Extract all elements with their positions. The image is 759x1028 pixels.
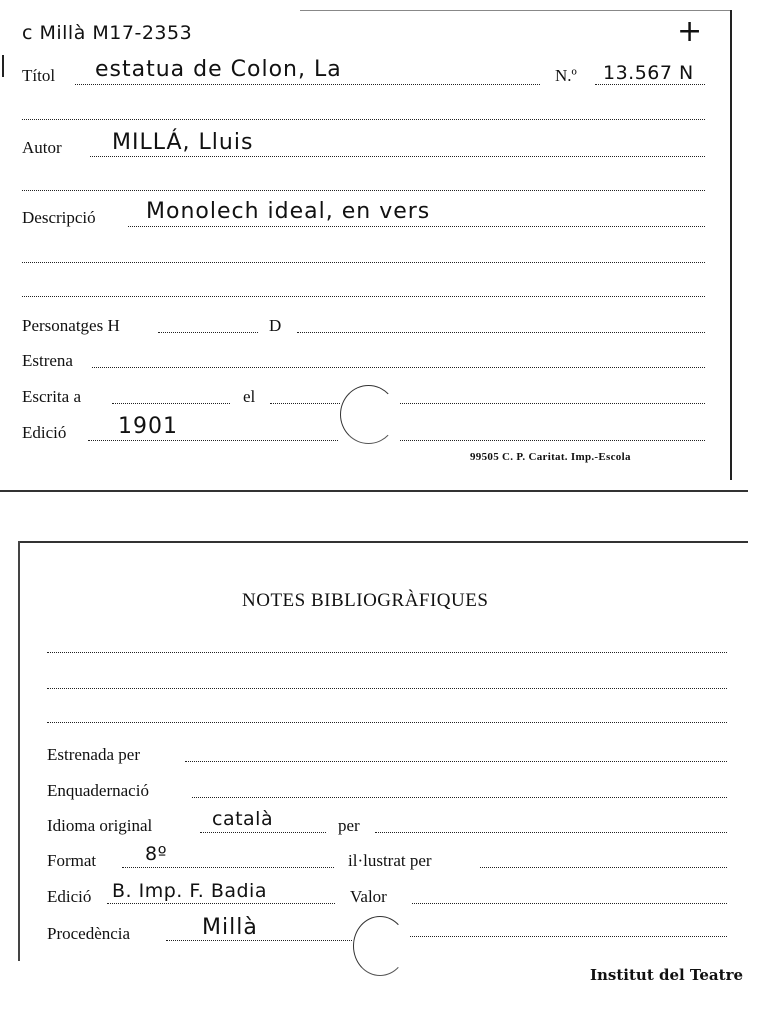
idioma-value: català — [212, 808, 274, 830]
edicio2-value: B. Imp. F. Badia — [112, 880, 267, 902]
stamp-mark — [340, 385, 397, 444]
personatges-label: Personatges H — [22, 316, 120, 335]
card2-left-border — [18, 541, 20, 961]
enquadernacio-label: Enquadernació — [47, 781, 149, 800]
escrita-el-label: el — [243, 387, 256, 406]
estrenada-label: Estrenada per — [47, 745, 140, 764]
enquadernacio-dots — [192, 797, 727, 798]
personatges-d-label: D — [269, 316, 282, 335]
procedencia-dots — [166, 940, 352, 941]
edicio-dots — [88, 440, 338, 441]
autor-label: Autor — [22, 138, 62, 157]
personatges-d-dots — [297, 332, 705, 333]
escrita-label: Escrita a — [22, 387, 81, 406]
format-il-label: il·lustrat per — [348, 851, 432, 870]
idioma-label: Idioma original — [47, 816, 153, 835]
card1-left-tick — [2, 55, 4, 77]
titol-label: Títol — [22, 66, 56, 85]
edicio-value: 1901 — [118, 414, 178, 439]
estrena-label: Estrena — [22, 351, 73, 370]
card1-right-border — [730, 10, 732, 480]
edicio2-dots — [107, 903, 335, 904]
estrenada-dots — [185, 761, 727, 762]
printer-credit: 99505 C. P. Caritat. Imp.-Escola — [470, 451, 631, 463]
notes-dots-1 — [47, 652, 727, 653]
autor-dots — [90, 156, 705, 157]
notes-heading: NOTES BIBLIOGRÀFIQUES — [242, 590, 489, 611]
numero-value: 13.567 N — [603, 62, 694, 84]
format-label: Format — [47, 851, 97, 870]
card1-header-note: c Millà M17-2353 — [22, 22, 193, 44]
card2-top-border — [18, 541, 748, 543]
idioma-dots — [200, 832, 326, 833]
numero-dots — [595, 84, 705, 85]
valor-label: Valor — [350, 887, 387, 906]
idioma-per-label: per — [338, 816, 360, 835]
numero-label: N.º — [555, 66, 577, 85]
descripcio-dots — [128, 226, 705, 227]
stamp-mark-2 — [353, 916, 407, 976]
notes-dots-3 — [47, 722, 727, 723]
titol-extra-dots — [22, 119, 705, 120]
autor-value: MILLÁ, Lluis — [112, 130, 254, 155]
descripcio-value: Monolech ideal, en vers — [146, 199, 431, 224]
autor-extra-dots — [22, 190, 705, 191]
estrena-dots — [92, 367, 705, 368]
procedencia-label: Procedència — [47, 924, 131, 943]
card1-bottom-border — [0, 490, 748, 492]
personatges-h-dots — [158, 332, 258, 333]
titol-value: estatua de Colon, La — [95, 57, 342, 82]
escrita-el-dots-2 — [400, 403, 705, 404]
edicio-dots-2 — [400, 440, 705, 441]
descripcio-label: Descripció — [22, 208, 96, 227]
escrita-el-dots — [270, 403, 340, 404]
procedencia-dots-2 — [410, 936, 727, 937]
notes-dots-2 — [47, 688, 727, 689]
titol-dots — [75, 84, 540, 85]
cross-mark: + — [677, 14, 703, 49]
publisher-credit: Institut del Teatre — [590, 966, 744, 984]
format-dots — [122, 867, 334, 868]
procedencia-value: Millà — [202, 915, 258, 940]
escrita-a-dots — [112, 403, 230, 404]
descripcio-extra-dots-1 — [22, 262, 705, 263]
edicio-label: Edició — [22, 423, 67, 442]
descripcio-extra-dots-2 — [22, 296, 705, 297]
format-il-dots — [480, 867, 727, 868]
card1-top-border — [300, 10, 730, 11]
format-value: 8º — [145, 843, 168, 865]
valor-dots — [412, 903, 727, 904]
edicio2-label: Edició — [47, 887, 92, 906]
idioma-per-dots — [375, 832, 727, 833]
